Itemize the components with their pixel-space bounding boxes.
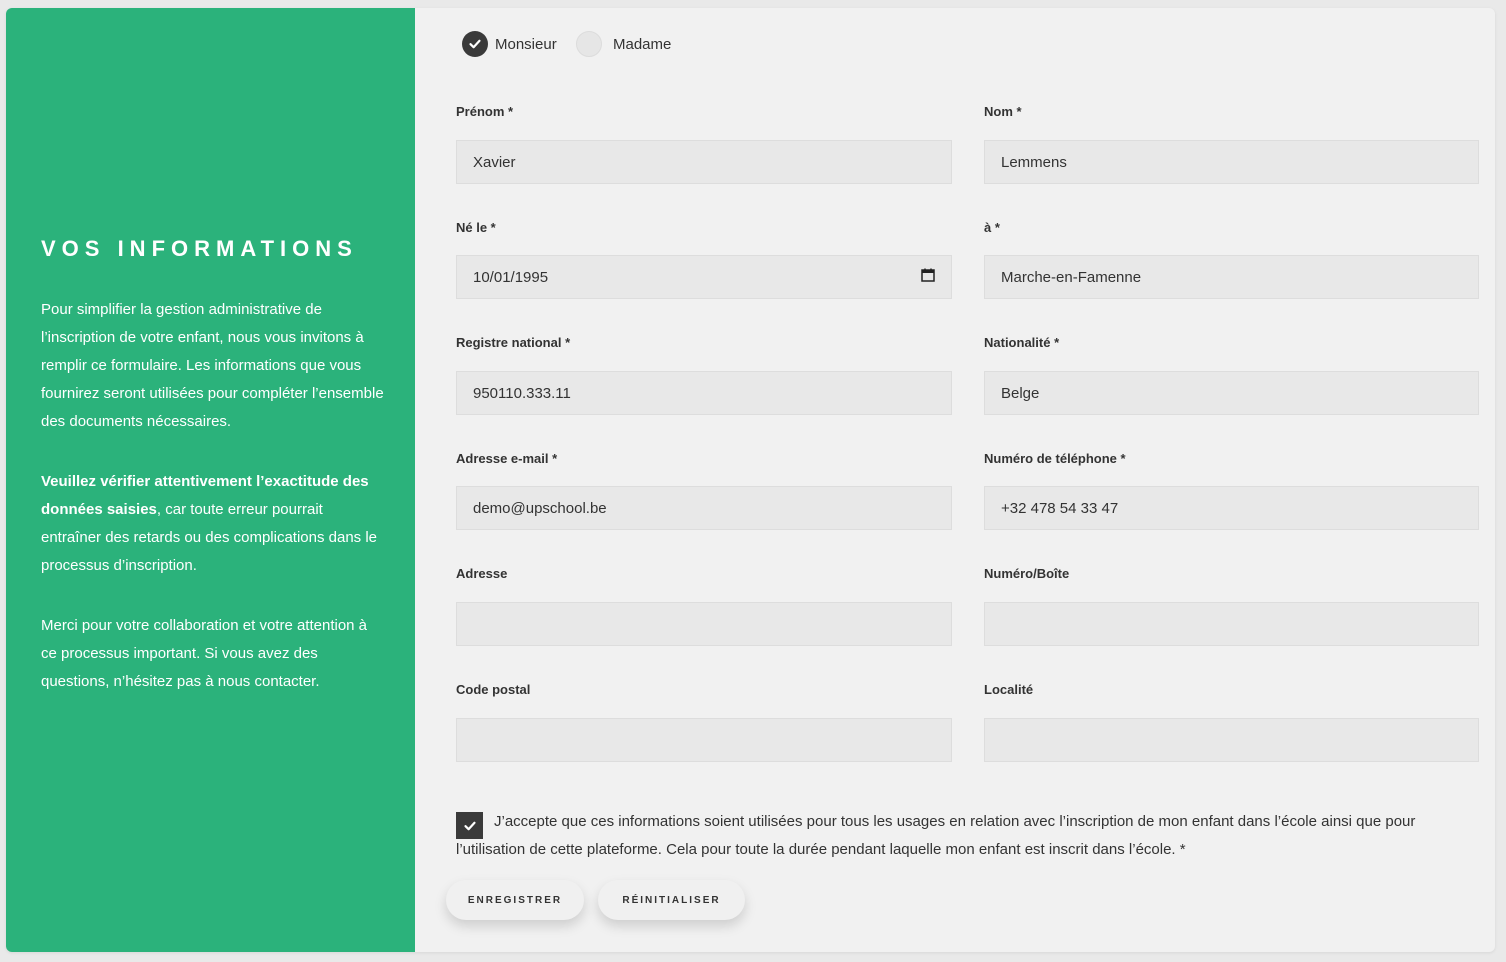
email-value: demo@upschool.be [473, 499, 607, 517]
ne-le-label: Né le * [456, 220, 496, 235]
numero-input[interactable] [984, 602, 1479, 646]
sidebar-warning [41, 468, 386, 580]
registre-input[interactable] [456, 371, 952, 415]
radio-madame[interactable] [576, 31, 671, 57]
lieu-input[interactable] [984, 255, 1479, 299]
nom-label: Nom * [984, 104, 1022, 119]
telephone-label: Numéro de téléphone * [984, 451, 1126, 466]
adresse-label: Adresse [456, 566, 508, 581]
form-main [415, 8, 1495, 952]
info-sidebar [6, 8, 415, 952]
registre-value: 950110.333.11 [473, 384, 571, 402]
radio-monsieur[interactable] [462, 31, 557, 57]
email-label: Adresse e-mail * [456, 451, 558, 466]
radio-madame-label: Madame [613, 35, 672, 53]
prenom-input[interactable] [456, 140, 952, 184]
sidebar-warning-bold: Veuillez vérifier attentivement l’exactitude des données saisies [41, 473, 369, 518]
lieu-value: Marche-en-Famenne [1001, 268, 1142, 286]
telephone-input[interactable] [984, 486, 1479, 530]
nationalite-value: Belge [1001, 384, 1040, 402]
sidebar-intro: Pour simplifier la gestion administrative de l’inscription de votre enfant, nous vous invitons à remplir ce formulaire. Les informations que vous fournirez seront utilisées pour compléter l’ensemble des documents nécessaires. [41, 301, 384, 430]
radio-monsieur-label: Monsieur [495, 35, 557, 53]
save-button[interactable]: ENREGISTRER [446, 880, 584, 920]
radio-unchecked-icon [576, 31, 602, 57]
sidebar-thanks: Merci pour votre collaboration et votre attention à ce processus important. Si vous avez des questions, n’hésitez pas à nous contacter. [41, 617, 368, 690]
reset-button[interactable]: RÉINITIALISER [598, 880, 745, 920]
email-input[interactable] [456, 486, 952, 530]
registre-label: Registre national * [456, 335, 571, 350]
nom-value: Lemmens [1001, 153, 1067, 171]
prenom-label: Prénom * [456, 104, 514, 119]
code-postal-input[interactable] [456, 718, 952, 762]
prenom-value: Xavier [473, 153, 516, 171]
nationalite-label: Nationalité * [984, 335, 1060, 350]
telephone-value: +32 478 54 33 47 [1001, 499, 1119, 517]
check-icon [463, 819, 477, 833]
calendar-icon[interactable] [921, 268, 935, 286]
localite-label: Localité [984, 682, 1034, 697]
nom-input[interactable] [984, 140, 1479, 184]
consent-text: J’accepte que ces informations soient utilisées pour tous les usages en relation avec l’inscription de mon enfant dans l’école ainsi que pour l’utilisation de cette plateforme. Cela pour toute la durée pendant laquelle mon enfant est inscrit dans l’école. * [456, 813, 1416, 858]
sidebar-warning-rest: , car toute erreur pourrait entraîner des retards ou des complications dans le processus d’inscription. [41, 501, 378, 574]
localite-input[interactable] [984, 718, 1479, 762]
sidebar-title: VOS INFORMATIONS [41, 236, 358, 261]
birthdate-value: 10/01/1995 [473, 268, 549, 286]
numero-label: Numéro/Boîte [984, 566, 1070, 581]
adresse-input[interactable] [456, 602, 952, 646]
consent-checkbox[interactable] [456, 812, 483, 839]
birthdate-input[interactable] [456, 255, 952, 299]
nationalite-input[interactable] [984, 371, 1479, 415]
lieu-label: à * [984, 220, 1000, 235]
form-card [6, 8, 1495, 952]
code-postal-label: Code postal [456, 682, 531, 697]
radio-checked-icon [462, 31, 488, 57]
